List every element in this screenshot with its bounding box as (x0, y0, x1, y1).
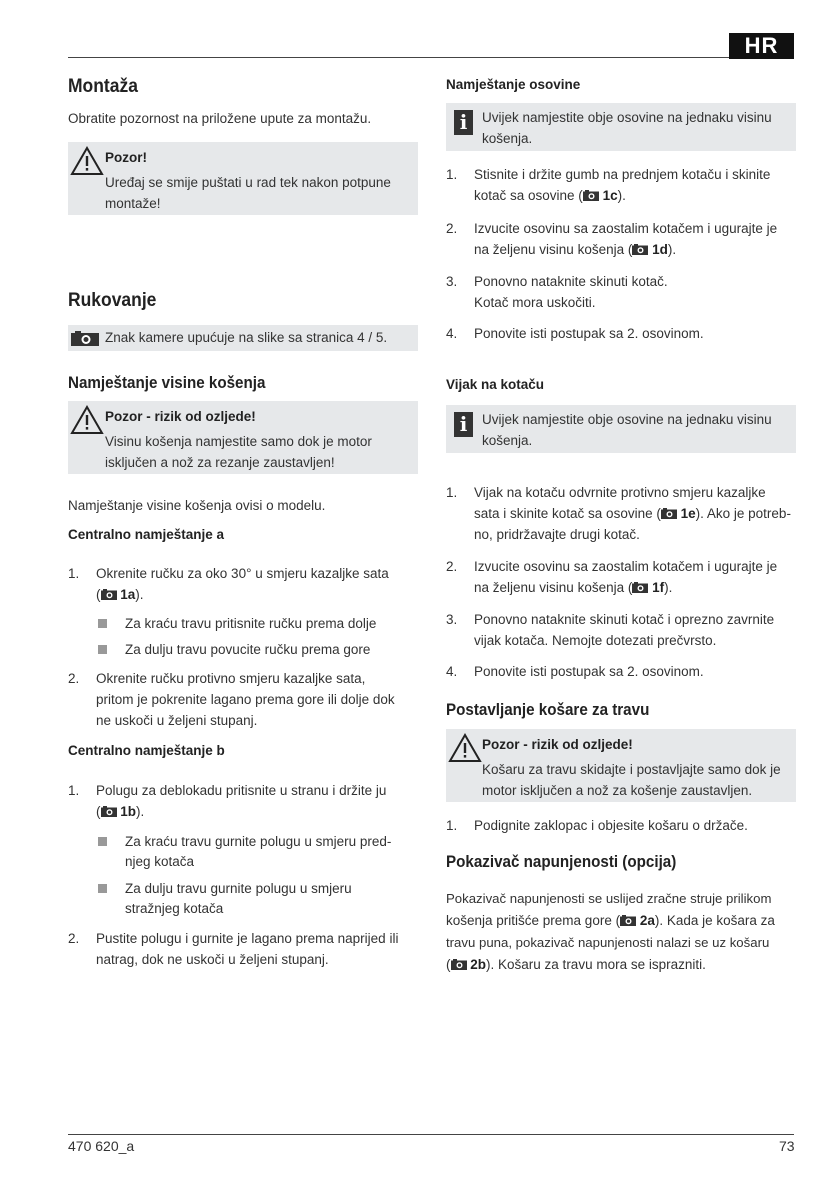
bullet-text: Za dulju travu gurnite polugu u smjeru (125, 881, 352, 896)
warning-title: Pozor - rizik od ozljede! (482, 737, 633, 752)
step-number: 3. (446, 612, 458, 627)
step-number: 1. (446, 485, 458, 500)
heading-visina-kosenja: Namještanje visine košenja (68, 374, 266, 392)
camera-icon (620, 915, 636, 926)
language-badge: HR (729, 33, 794, 59)
bullet-icon (98, 884, 107, 893)
step-text-ref (474, 577, 672, 598)
bullet-icon (98, 645, 107, 654)
step-text-part: na željenu visinu košenja ( (474, 242, 633, 257)
paragraph-part: ). Kada je košara za (654, 913, 775, 928)
paragraph-part: košenja pritišće prema gore ( (446, 913, 621, 928)
step-text-part: sata i skinite kotač sa osovine ( (474, 506, 661, 521)
paren-close: ). (136, 804, 145, 819)
step-text-ref (474, 503, 791, 524)
warning-icon (70, 405, 104, 435)
camera-icon (101, 806, 117, 817)
step-text-part: ). Ako je potreb- (695, 506, 791, 521)
paragraph-line-ref (446, 954, 706, 975)
footer-rule (68, 1134, 794, 1135)
info-text-line: košenja. (482, 433, 533, 448)
warning-text-line: Uređaj se smije puštati u rad tek nakon potpune (105, 175, 391, 190)
step-text-ref (96, 584, 144, 605)
doc-number: 470 620_a (68, 1138, 135, 1154)
info-icon (454, 412, 473, 437)
figure-ref: 1e (680, 506, 696, 521)
step-number: 1. (446, 167, 458, 182)
info-box-vijak (446, 405, 796, 453)
step-text: Polugu za deblokadu pritisnite u stranu i držite ju (96, 783, 387, 798)
step-text-part: kotač sa osovine ( (474, 188, 583, 203)
paragraph-line: travu puna, pokazivač napunjenosti nalazi se uz košaru (446, 935, 770, 950)
step-text: pritom je pokrenite lagano prema gore ili dolje dok (96, 692, 395, 707)
step-text-part: na željenu visinu košenja ( (474, 580, 633, 595)
step-number: 2. (446, 221, 458, 236)
step-text: no, pridržavajte drugi kotač. (474, 527, 640, 542)
step-text: Ponovite isti postupak sa 2. osovinom. (474, 664, 704, 679)
step-number: 1. (446, 818, 458, 833)
warning-box-visina (68, 401, 418, 474)
step-number: 4. (446, 326, 458, 341)
step-text: Kotač mora uskočiti. (474, 295, 596, 310)
paren-open: ( (96, 587, 101, 602)
heading-osovina: Namještanje osovine (446, 77, 581, 92)
warning-text-line: montaže! (105, 196, 161, 211)
step-text: Vijak na kotaču odvrnite protivno smjeru kazaljke (474, 485, 766, 500)
paragraph-line: Pokazivač napunjenosti se uslijed zračne struje prilikom (446, 891, 772, 906)
step-text: Ponovno nataknite skinuti kotač i oprezno zavrnite (474, 612, 775, 627)
warning-icon (448, 733, 482, 763)
figure-ref: 1a (120, 587, 136, 602)
info-text-line: košenja. (482, 131, 533, 146)
bullet-text: njeg kotača (125, 854, 195, 869)
step-text: Podignite zaklopac i objesite košaru o držače. (474, 818, 748, 833)
header-rule (68, 57, 794, 58)
paren-open: ( (96, 804, 101, 819)
camera-icon (71, 331, 99, 346)
figure-ref: 2a (639, 913, 655, 928)
camera-icon (583, 190, 599, 201)
warning-text-line: Visinu košenja namjestite samo dok je motor (105, 434, 372, 449)
camera-icon (101, 589, 117, 600)
camera-note-text: Znak kamere upućuje na slike sa stranica 4 / 5. (105, 330, 388, 345)
step-text: Izvucite osovinu sa zaostalim kotačem i ugurajte je (474, 221, 778, 236)
heading-centralno-a: Centralno namještanje a (68, 527, 225, 542)
step-number: 3. (446, 274, 458, 289)
heading-montaza: Montaža (68, 76, 138, 97)
warning-title: Pozor - rizik od ozljede! (105, 409, 256, 424)
visina-intro: Namještanje visine košenja ovisi o modelu. (68, 498, 326, 513)
info-text-line: Uvijek namjestite obje osovine na jednaku visinu (482, 412, 772, 427)
step-text: Izvucite osovinu sa zaostalim kotačem i ugurajte je (474, 559, 778, 574)
step-text-ref (474, 185, 626, 206)
step-number: 2. (68, 671, 80, 686)
info-text-line: Uvijek namjestite obje osovine na jednaku visinu (482, 110, 772, 125)
figure-ref: 1f (652, 580, 665, 595)
step-text: ne uskoči u željeni stupanj. (96, 713, 258, 728)
step-number: 2. (446, 559, 458, 574)
page-number: 73 (779, 1138, 795, 1154)
step-number: 2. (68, 931, 80, 946)
step-text: natrag, dok ne uskoči u željeni stupanj. (96, 952, 329, 967)
bullet-text: Za dulju travu povucite ručku prema gore (125, 642, 371, 657)
step-number: 1. (68, 783, 80, 798)
step-text-part: ). (617, 188, 626, 203)
step-text: Ponovite isti postupak sa 2. osovinom. (474, 326, 704, 341)
bullet-icon (98, 837, 107, 846)
info-icon (454, 110, 473, 135)
warning-text-line: Košaru za travu skidajte i postavljajte samo dok je (482, 762, 781, 777)
step-text-ref (96, 801, 144, 822)
step-text: Okrenite ručku za oko 30° u smjeru kazaljke sata (96, 566, 389, 581)
warning-text-line: isključen a nož za rezanje zaustavljen! (105, 455, 335, 470)
figure-ref: 2b (470, 957, 487, 972)
figure-ref: 1b (120, 804, 137, 819)
heading-kosara: Postavljanje košare za travu (446, 701, 650, 719)
step-number: 1. (68, 566, 80, 581)
heading-pokazivac: Pokazivač napunjenosti (opcija) (446, 853, 677, 871)
figure-ref: 1d (652, 242, 668, 257)
bullet-text: Za kraću travu pritisnite ručku prema dolje (125, 616, 377, 631)
warning-box-montaza (68, 142, 418, 215)
paragraph-line-ref (446, 910, 775, 931)
heading-rukovanje: Rukovanje (68, 290, 157, 311)
paragraph-part: ). Košaru za travu mora se isprazniti. (486, 957, 706, 972)
step-text-part: ). (664, 580, 673, 595)
montaza-text: Obratite pozornost na priložene upute za montažu. (68, 111, 372, 126)
heading-vijak: Vijak na kotaču (446, 377, 545, 392)
bullet-text: Za kraću travu gurnite polugu u smjeru pred- (125, 834, 392, 849)
step-text-part: ). (667, 242, 677, 257)
step-text: Pustite polugu i gurnite je lagano prema naprijed ili (96, 931, 399, 946)
step-text-ref (474, 239, 676, 260)
warning-text-line: motor isključen a nož za košenje zaustavljen. (482, 783, 753, 798)
camera-note-box (68, 325, 418, 351)
figure-ref: 1c (602, 188, 618, 203)
paren-close: ). (135, 587, 144, 602)
warning-title: Pozor! (105, 150, 147, 165)
step-number: 4. (446, 664, 458, 679)
camera-icon (632, 582, 648, 593)
step-text: Ponovno nataknite skinuti kotač. (474, 274, 668, 289)
warning-icon (70, 146, 104, 176)
info-box-osovina (446, 103, 796, 151)
warning-box-kosara (446, 729, 796, 802)
heading-centralno-b: Centralno namještanje b (68, 743, 225, 758)
bullet-icon (98, 619, 107, 628)
camera-icon (632, 244, 648, 255)
step-text: Okrenite ručku protivno smjeru kazaljke sata, (96, 671, 366, 686)
camera-icon (451, 959, 467, 970)
camera-icon (661, 508, 677, 519)
step-text: vijak kotača. Nemojte dotezati prečvrsto. (474, 633, 717, 648)
paragraph-part: ( (446, 957, 451, 972)
bullet-text: stražnjeg kotača (125, 901, 224, 916)
step-text: Stisnite i držite gumb na prednjem kotaču i skinite (474, 167, 771, 182)
